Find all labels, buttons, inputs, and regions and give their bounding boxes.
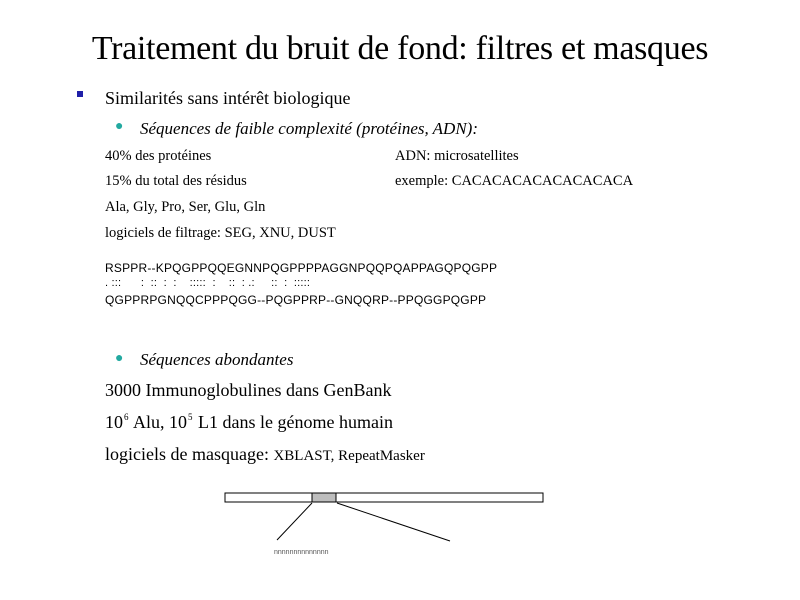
zoom-line-right bbox=[337, 503, 450, 541]
slide-title: Traitement du bruit de fond: filtres et masques bbox=[91, 30, 709, 67]
subbullet-faible-complexite: Séquences de faible complexité (protéines, ADN): bbox=[140, 119, 478, 138]
genome-bar bbox=[225, 493, 543, 502]
line-immunoglobulines: 3000 Immunoglobulines dans GenBank bbox=[105, 380, 392, 400]
alignment-match-line: . ::: : :: : : ::::: : :: : .: :: : ::::: bbox=[105, 277, 311, 289]
bullet-dot-icon: ● bbox=[115, 119, 124, 134]
alu-count-base: 10 bbox=[105, 412, 123, 432]
alignment-seq-1: RSPPR--KPQGPPQQEGNNPQGPPPPAGGNPQQPQAPPAGQPQGPP bbox=[105, 261, 498, 275]
bullet-similarites: Similarités sans intérêt biologique bbox=[105, 88, 351, 108]
bullet-dot-icon: ● bbox=[115, 351, 124, 366]
l1-text: L1 dans le génome humain bbox=[193, 412, 393, 432]
l1-exponent: 5 bbox=[188, 412, 193, 422]
row-left-2: 15% du total des résidus bbox=[105, 173, 247, 189]
alignment-seq-2: QGPPRPGNQQCPPPQGG--PQGPPRP--GNQQRP--PPQGGPQGPP bbox=[105, 293, 487, 307]
row-left-1: 40% des protéines bbox=[105, 148, 212, 164]
alu-text: Alu, 10 bbox=[129, 412, 188, 432]
masquage-tools: XBLAST, RepeatMasker bbox=[273, 448, 425, 464]
row-right-1: ADN: microsatellites bbox=[395, 148, 519, 164]
masquage-label: logiciels de masquage: bbox=[105, 444, 274, 464]
row-left-3: Ala, Gly, Pro, Ser, Glu, Gln bbox=[105, 199, 266, 215]
subbullet-sequences-abondantes: Séquences abondantes bbox=[140, 350, 294, 369]
masked-label: nnnnnnnnnnnnnn bbox=[274, 549, 329, 556]
row-right-2: exemple: CACACACACACACACACA bbox=[395, 173, 634, 189]
row-left-4: logiciels de filtrage: SEG, XNU, DUST bbox=[105, 225, 336, 241]
zoom-line-left bbox=[277, 503, 312, 540]
masked-segment bbox=[312, 493, 336, 502]
alu-exponent: 6 bbox=[124, 412, 129, 422]
